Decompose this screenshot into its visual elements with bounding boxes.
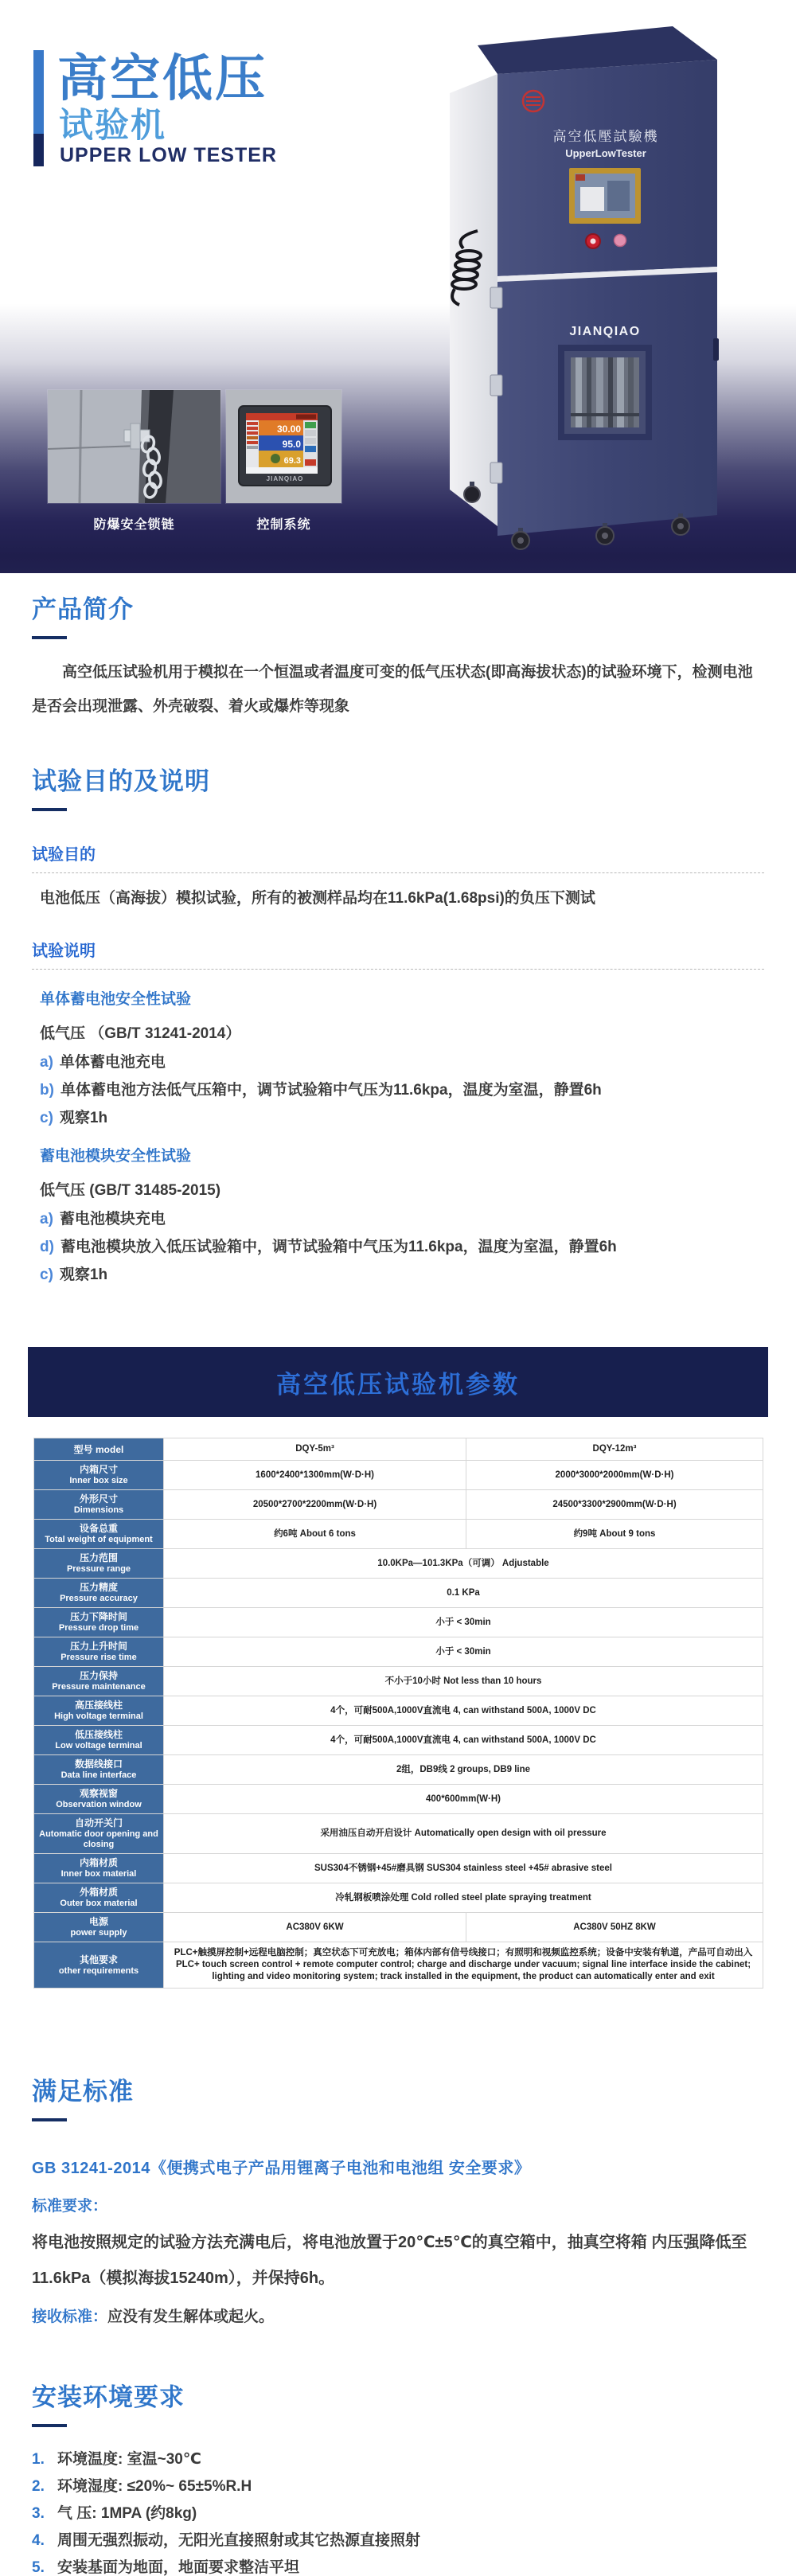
machine-illustration [402, 4, 720, 561]
feature-photo-controller [226, 390, 341, 503]
step-text: 单体蓄电池方法低气压箱中，调节试验箱中气压为11.6kpa，温度为室温，静置6h [60, 1082, 602, 1099]
test-step [40, 1267, 764, 1283]
install-item-text: 环境湿度: ≤20%~ 65±5%R.H [57, 2478, 252, 2495]
feature-caption-chain: 防爆安全锁链 [93, 518, 175, 532]
param-value-cell: 小于 < 30min [164, 1608, 763, 1637]
test-desc-label: 试验说明 [32, 938, 764, 970]
standards-section [0, 2071, 796, 2326]
install-item [32, 2559, 764, 2576]
test-step [40, 1211, 764, 1228]
standard-gb-line: GB 31241-2014《便携式电子产品用锂离子电池和电池组 安全要求》 [32, 2160, 531, 2177]
param-label-cell: 型号 model [34, 1438, 164, 1461]
params-banner [28, 1347, 768, 1417]
machine-front-label-cn: 高空低壓試驗機 [552, 129, 659, 144]
param-label-cell: 观察视窗 Observation window [34, 1785, 164, 1814]
param-row [34, 1785, 763, 1814]
install-item-text: 周围无强烈振动，无阳光直接照射或其它热源直接照射 [57, 2532, 421, 2549]
step-marker: d) [40, 1239, 54, 1255]
install-item [32, 2451, 764, 2468]
step-marker: b) [40, 1082, 54, 1099]
power-button [615, 235, 626, 247]
title-accent-bar [33, 50, 44, 166]
param-row [34, 1913, 763, 1942]
param-value-cell: 约9吨 About 9 tons [466, 1520, 763, 1549]
param-row [34, 1755, 763, 1785]
step-marker: c) [40, 1267, 53, 1283]
feature-caption-controller: 控制系统 [256, 518, 311, 532]
intro-body: 高空低压试验机用于模拟在一个恒温或者温度可变的低气压状态(即高海拔状态)的试验环境下，检测电池是否会出现泄露、外壳破裂、着火或爆炸等现象 [32, 664, 753, 715]
params-section [0, 1347, 796, 1989]
install-item [32, 2505, 764, 2522]
group-subtitle: 低气压 (GB/T 31485-2015) [40, 1182, 221, 1199]
param-row [34, 1438, 763, 1461]
install-item-number: 5. [32, 2559, 45, 2576]
params-banner-title: 高空低压试验机参数 [276, 1370, 520, 1399]
accent-bar-blue [33, 50, 44, 134]
standard-accept-body: 应没有发生解体或起火。 [107, 2309, 275, 2325]
params-table [33, 1438, 763, 1989]
param-label-cell: 压力范围 Pressure range [34, 1549, 164, 1579]
install-item-number: 4. [32, 2532, 45, 2549]
test-step [40, 1110, 764, 1126]
install-item [32, 2532, 764, 2549]
param-label-cell: 压力精度 Pressure accuracy [34, 1579, 164, 1608]
product-photo [402, 4, 720, 561]
controller-illustration [226, 390, 341, 503]
param-label-cell: 压力保持 Pressure maintenance [34, 1667, 164, 1696]
param-label-cell: 低压接线柱 Low voltage terminal [34, 1726, 164, 1755]
param-label-cell: 内箱材质 Inner box material [34, 1854, 164, 1883]
install-item-text: 环境温度: 室温~30℃ [57, 2451, 201, 2468]
param-row [34, 1942, 763, 1989]
param-label-cell: 内箱尺寸 Inner box size [34, 1461, 164, 1490]
door-brand-label: JIANQIAO [569, 325, 641, 338]
heading-dash [32, 2424, 67, 2427]
step-text: 蓄电池模块放入低压试验箱中，调节试验箱中气压为11.6kpa，温度为室温，静置6h [60, 1239, 617, 1255]
accent-bar-navy [33, 134, 44, 166]
intro-heading: 产品简介 [32, 595, 134, 623]
standards-heading: 满足标准 [32, 2078, 134, 2106]
page-title: 高空低压 [57, 51, 267, 107]
test-step [40, 1082, 764, 1099]
param-row [34, 1579, 763, 1608]
param-row [34, 1637, 763, 1667]
param-value-cell: 冷轧钢板喷涂处理 Cold rolled steel plate spraying treatment [164, 1883, 763, 1913]
param-value-cell: 2组，DB9线 2 groups, DB9 line [164, 1755, 763, 1785]
param-label-cell: 压力上升时间 Pressure rise time [34, 1637, 164, 1667]
step-marker: c) [40, 1110, 53, 1126]
param-row [34, 1696, 763, 1726]
param-label-cell: 外箱材质 Outer box material [34, 1883, 164, 1913]
install-item-text: 气 压: 1MPA (约8kg) [57, 2505, 197, 2522]
param-row [34, 1814, 763, 1854]
chain-photo-illustration [48, 390, 220, 503]
hero-section [0, 0, 796, 573]
param-label-cell: 数据线接口 Data line interface [34, 1755, 164, 1785]
test-step [40, 1054, 764, 1071]
humidity-value: 95.0 [282, 439, 301, 450]
param-value-cell: 4个，可耐500A,1000V直流电 4, can withstand 500A, 1000V DC [164, 1696, 763, 1726]
param-row [34, 1490, 763, 1520]
param-label-cell: 高压接线柱 High voltage terminal [34, 1696, 164, 1726]
install-item-number: 1. [32, 2451, 45, 2468]
step-text: 蓄电池模块充电 [59, 1211, 166, 1228]
install-item [32, 2478, 764, 2495]
standard-accept-label: 接收标准： [32, 2309, 108, 2325]
param-value-cell: 采用油压自动开启设计 Automatically open design with oil pressure [164, 1814, 763, 1854]
param-value-cell: 400*600mm(W·H) [164, 1785, 763, 1814]
group-title: 蓄电池模块安全性试验 [40, 1148, 192, 1165]
test-group-2 [32, 1144, 764, 1283]
group-title: 单体蓄电池安全性试验 [40, 991, 192, 1008]
step-marker: a) [40, 1054, 53, 1071]
standard-req-label: 标准要求： [32, 2198, 108, 2215]
param-value-cell: 10.0KPa—101.3KPa（可调） Adjustable [164, 1549, 763, 1579]
param-row [34, 1883, 763, 1913]
test-purpose-body: 电池低压（高海拔）模拟试验，所有的被测样品均在11.6kPa(1.68psi)的负压下测试 [40, 890, 595, 907]
controller-brand-label: JIANQIAO [266, 475, 304, 482]
param-value-cell: AC380V 50HZ 8KW [466, 1913, 763, 1942]
test-group-1 [32, 987, 764, 1126]
params-table-body [34, 1438, 763, 1989]
test-section [0, 761, 796, 1283]
heading-dash [32, 636, 67, 639]
param-label-cell: 自动开关门 Automatic door opening and closing [34, 1814, 164, 1854]
feature-photo-chain [48, 390, 220, 503]
standard-accept-line [32, 2305, 764, 2326]
param-label-cell: 设备总重 Total weight of equipment [34, 1520, 164, 1549]
param-value-cell: 小于 < 30min [164, 1637, 763, 1667]
heading-dash [32, 2118, 67, 2121]
step-text: 观察1h [59, 1267, 108, 1283]
param-label-cell: 压力下降时间 Pressure drop time [34, 1608, 164, 1637]
install-section [0, 2377, 796, 2576]
group-subtitle: 低气压 （GB/T 31241-2014） [40, 1025, 241, 1042]
step-marker: a) [40, 1211, 53, 1228]
machine-front-label-en: UpperLowTester [565, 147, 646, 159]
step-text: 观察1h [59, 1110, 108, 1126]
param-value-cell: PLC+触摸屏控制+远程电脑控制；真空状态下可充放电；箱体内部有信号线接口；有照明和视频监控系统；设备中安装有轨道，产品可自动出入 PLC+ touch screen control + remote computer control; charge and discharge under vacuum; signal line interface inside the cabinet; lighting and video monitoring system; track installed in the equipment, the product can automatically enter and exit [164, 1942, 763, 1989]
screen-buttons [303, 420, 318, 467]
install-list [32, 2451, 764, 2576]
door-handle [713, 338, 719, 361]
standard-req-body: 将电池按照规定的试验方法充满电后，将电池放置于20℃±5℃的真空箱中，抽真空将箱 内压强降低至11.6kPa（模拟海拔15240m），并保持6h。 [32, 2234, 747, 2287]
pressure-value: 69.3 [283, 456, 301, 466]
page-subtitle: 试验机 [59, 107, 166, 145]
heading-dash [32, 808, 67, 811]
param-value-cell: 不小于10小时 Not less than 10 hours [164, 1667, 763, 1696]
param-value-cell: 0.1 KPa [164, 1579, 763, 1608]
step-text: 单体蓄电池充电 [59, 1054, 166, 1071]
param-value-cell: 20500*2700*2200mm(W·D·H) [164, 1490, 466, 1520]
install-heading: 安装环境要求 [32, 2383, 185, 2411]
page-title-en: UPPER LOW TESTER [60, 144, 277, 166]
param-label-cell: 其他要求 other requirements [34, 1942, 164, 1989]
install-item-number: 3. [32, 2505, 45, 2522]
param-value-cell: SUS304不锈钢+45#磨具钢 SUS304 stainless steel +45# abrasive steel [164, 1854, 763, 1883]
param-row [34, 1549, 763, 1579]
test-heading: 试验目的及说明 [32, 767, 210, 795]
param-value-cell: DQY-12m³ [466, 1438, 763, 1461]
intro-section [0, 589, 796, 724]
param-label-cell: 外形尺寸 Dimensions [34, 1490, 164, 1520]
param-row [34, 1461, 763, 1490]
param-row [34, 1608, 763, 1637]
param-row [34, 1726, 763, 1755]
temp-value: 30.00 [276, 423, 301, 435]
param-row [34, 1520, 763, 1549]
test-purpose-label: 试验目的 [32, 841, 764, 873]
param-row [34, 1667, 763, 1696]
param-value-cell: DQY-5m³ [164, 1438, 466, 1461]
install-item-number: 2. [32, 2478, 45, 2495]
screen-left-menu [246, 420, 259, 467]
test-step [40, 1239, 764, 1255]
param-value-cell: 4个，可耐500A,1000V直流电 4, can withstand 500A, 1000V DC [164, 1726, 763, 1755]
param-label-cell: 电源 power supply [34, 1913, 164, 1942]
param-value-cell: 约6吨 About 6 tons [164, 1520, 466, 1549]
param-value-cell: 1600*2400*1300mm(W·D·H) [164, 1461, 466, 1490]
param-value-cell: 24500*3300*2900mm(W·D·H) [466, 1490, 763, 1520]
install-item-text: 安装基面为地面，地面要求整洁平坦 [57, 2559, 300, 2576]
param-value-cell: 2000*3000*2000mm(W·D·H) [466, 1461, 763, 1490]
param-value-cell: AC380V 6KW [164, 1913, 466, 1942]
param-row [34, 1854, 763, 1883]
